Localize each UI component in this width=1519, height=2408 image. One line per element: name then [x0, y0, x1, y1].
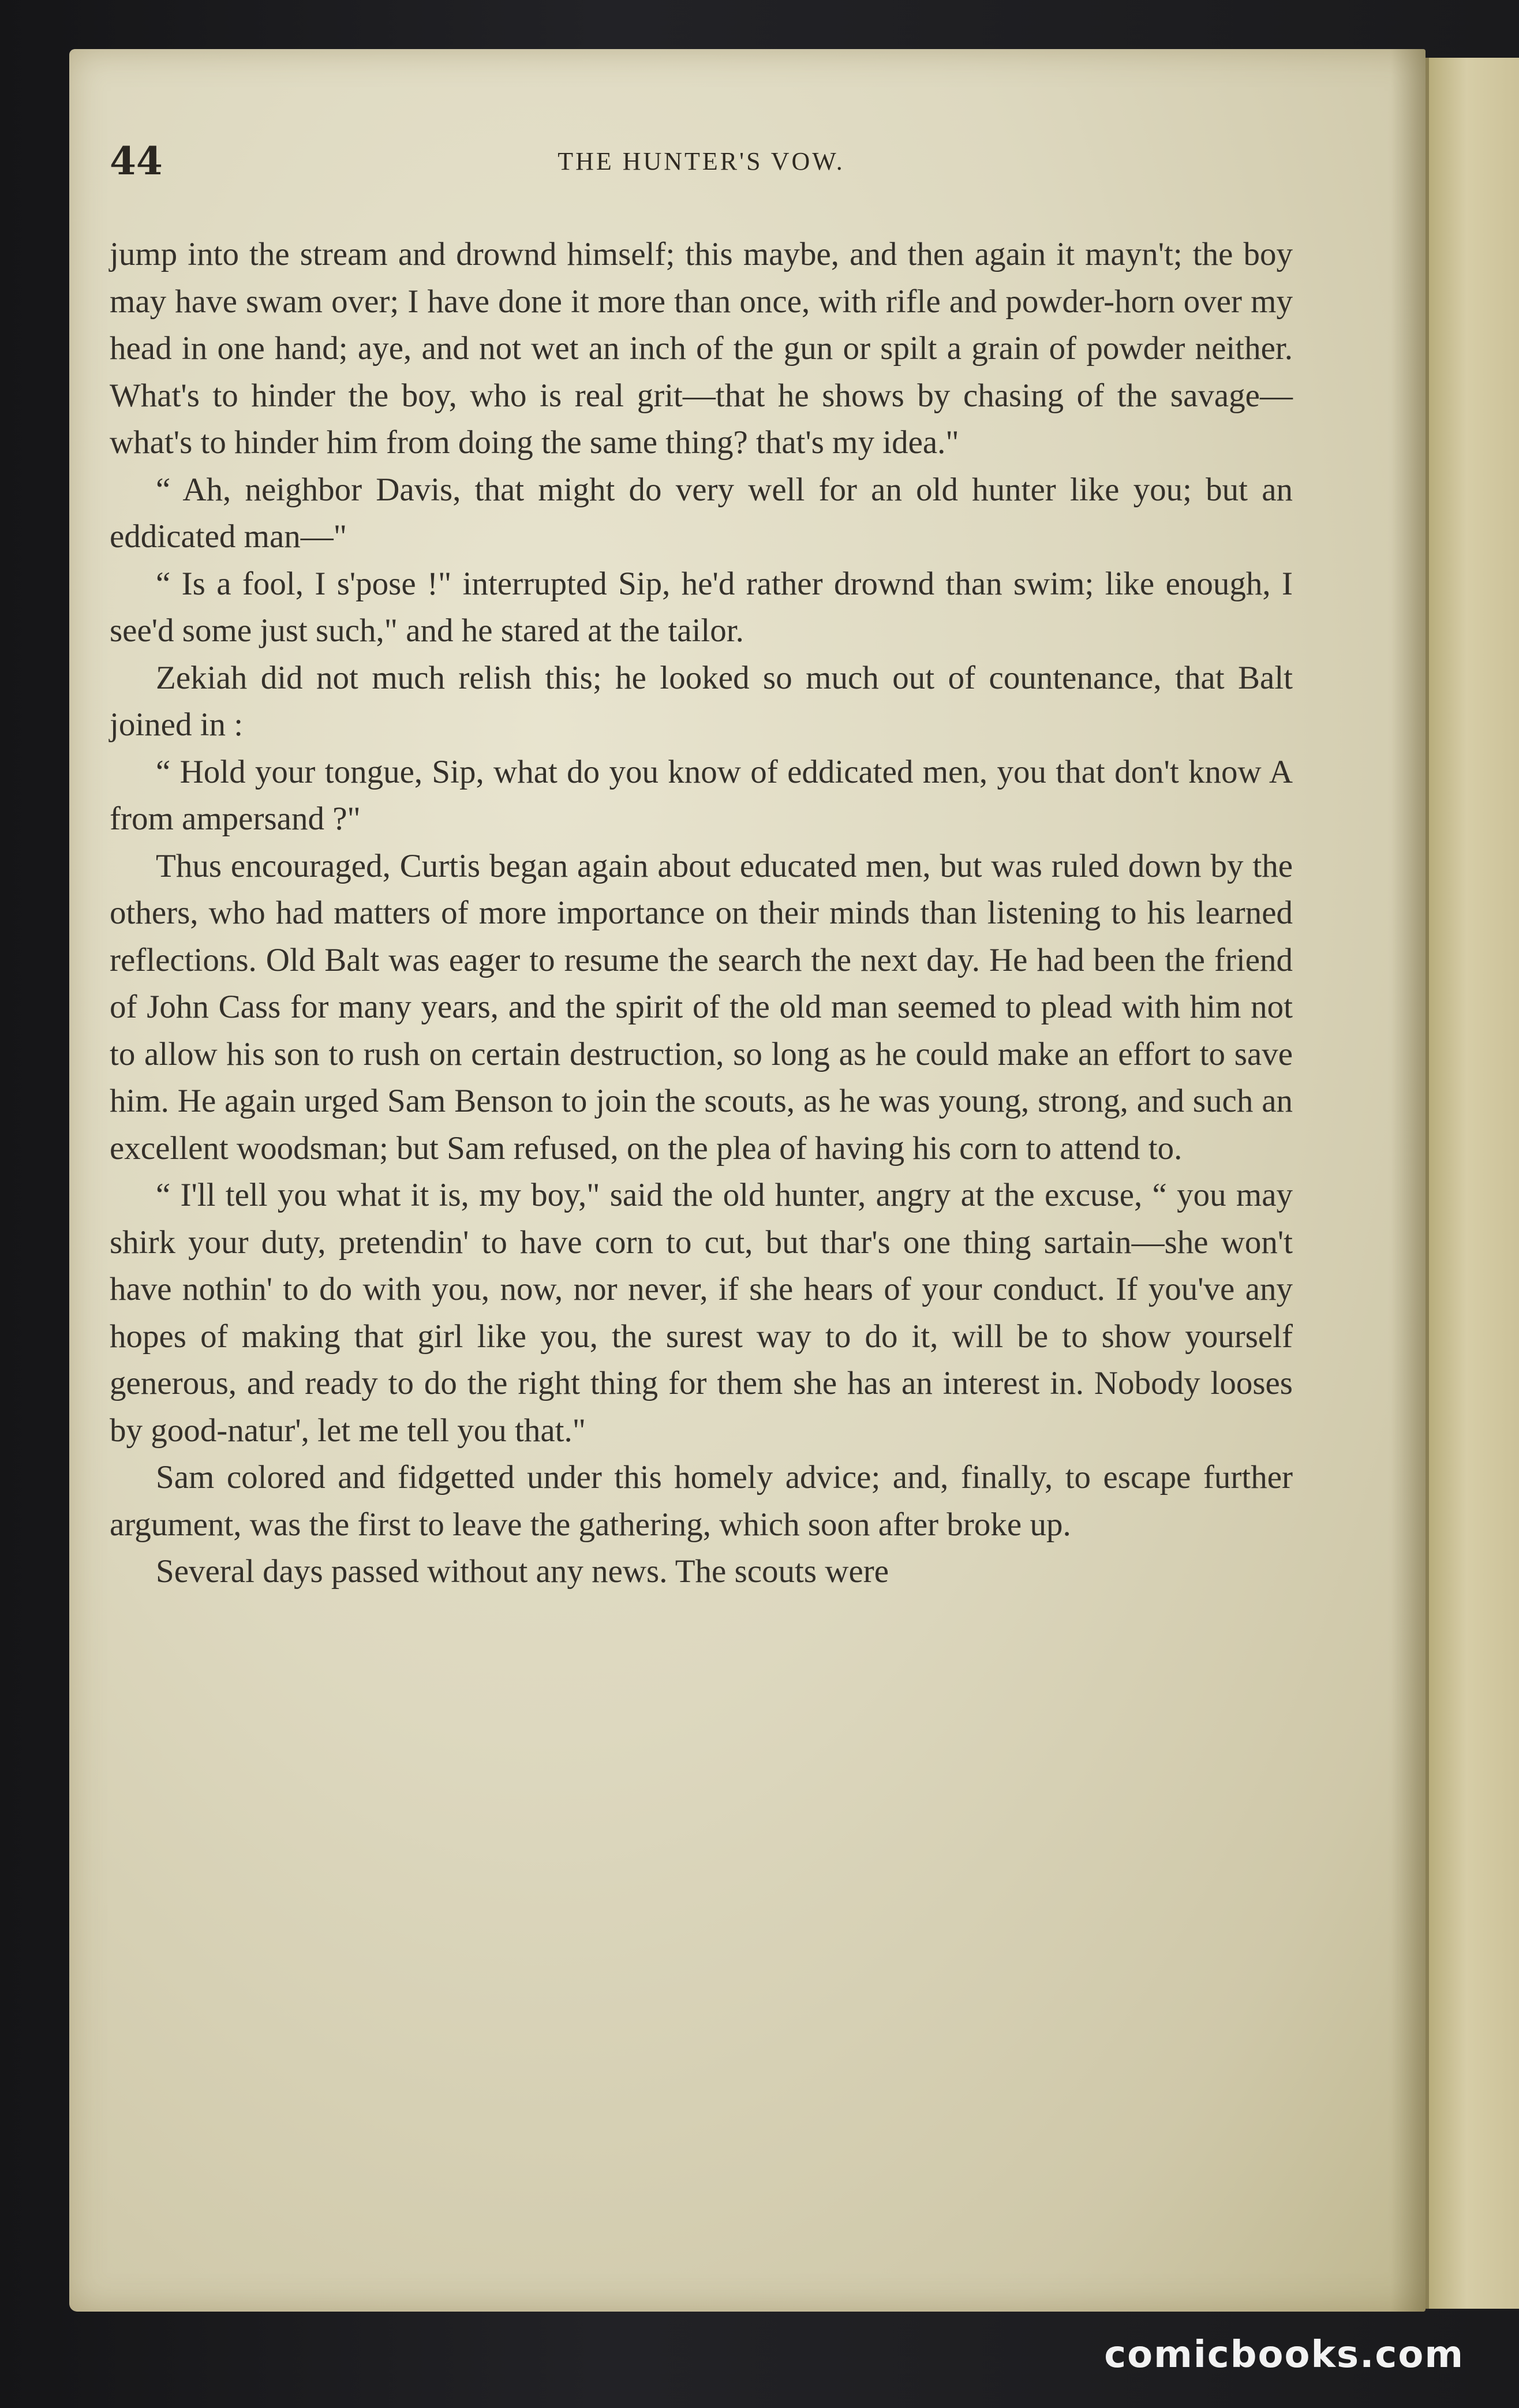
- facing-page-edge: [1426, 58, 1519, 2309]
- running-head: [110, 139, 1293, 202]
- paragraph: Sam colored and fidgetted under this homely advice; and, finally, to escape further argument, was the first to leave the gathering, which soon after broke up.: [110, 1459, 1293, 1543]
- paragraph: “ Ah, neighbor Davis, that might do very well for an old hunter like you; but an eddicated man—": [110, 471, 1293, 555]
- running-title: THE HUNTER'S VOW.: [558, 147, 845, 175]
- paragraph: Zekiah did not much relish this; he looked so much out of countenance, that Balt joined in :: [110, 659, 1293, 743]
- watermark: comicbooks.com: [1104, 2334, 1464, 2376]
- paragraph-continues: Several days passed without any news. The scouts were: [156, 1553, 889, 1590]
- paragraph: “ Is a fool, I s'pose !" interrupted Sip, he'd rather drownd than swim; like enough, I see'd some just such," and he stared at the tailor.: [110, 565, 1293, 649]
- paragraph: Thus encouraged, Curtis began again about educated men, but was ruled down by the others, who had matters of more importance on their minds than listening to his learned reflections. Old Balt was eager to resume the search the next day. He had been the friend of John Cass for many years, and the spirit of the old man seemed to plead with him not to allow his son to rush on certain destruction, so long as he could make an effort to save him. He again urged Sam Benson to join the scouts, as he was young, strong, and such an excellent woodsman; but Sam refused, on the plea of having his corn to attend to.: [110, 847, 1293, 1166]
- paragraph-continued: jump into the stream and drownd himself; this maybe, and then again it mayn't; the boy may have swam over; I have done it more than once, with rifle and powder-horn over my head in one hand; aye, and not wet an inch of the gun or spilt a grain of powder neither. What's to hinder the boy, who is real grit—that he shows by chasing of the savage—what's to hinder him from doing the same thing? that's my idea.": [110, 236, 1293, 461]
- body-text: [110, 231, 1293, 1595]
- paragraph: “ I'll tell you what it is, my boy," said the old hunter, angry at the excuse, “ you may shirk your duty, pretendin' to have corn to cut, but thar's one thing sartain—she won't have nothin' to do with you, now, nor never, if she hears of your conduct. If you've any hopes of making that girl like you, the surest way to do it, will be to show yourself generous, and ready to do the right thing for them she has an interest in. Nobody looses by good-natur', let me tell you that.": [110, 1177, 1293, 1449]
- paragraph: “ Hold your tongue, Sip, what do you know of eddicated men, you that don't know A from ampersand ?": [110, 753, 1293, 837]
- page-number: 44: [110, 139, 163, 184]
